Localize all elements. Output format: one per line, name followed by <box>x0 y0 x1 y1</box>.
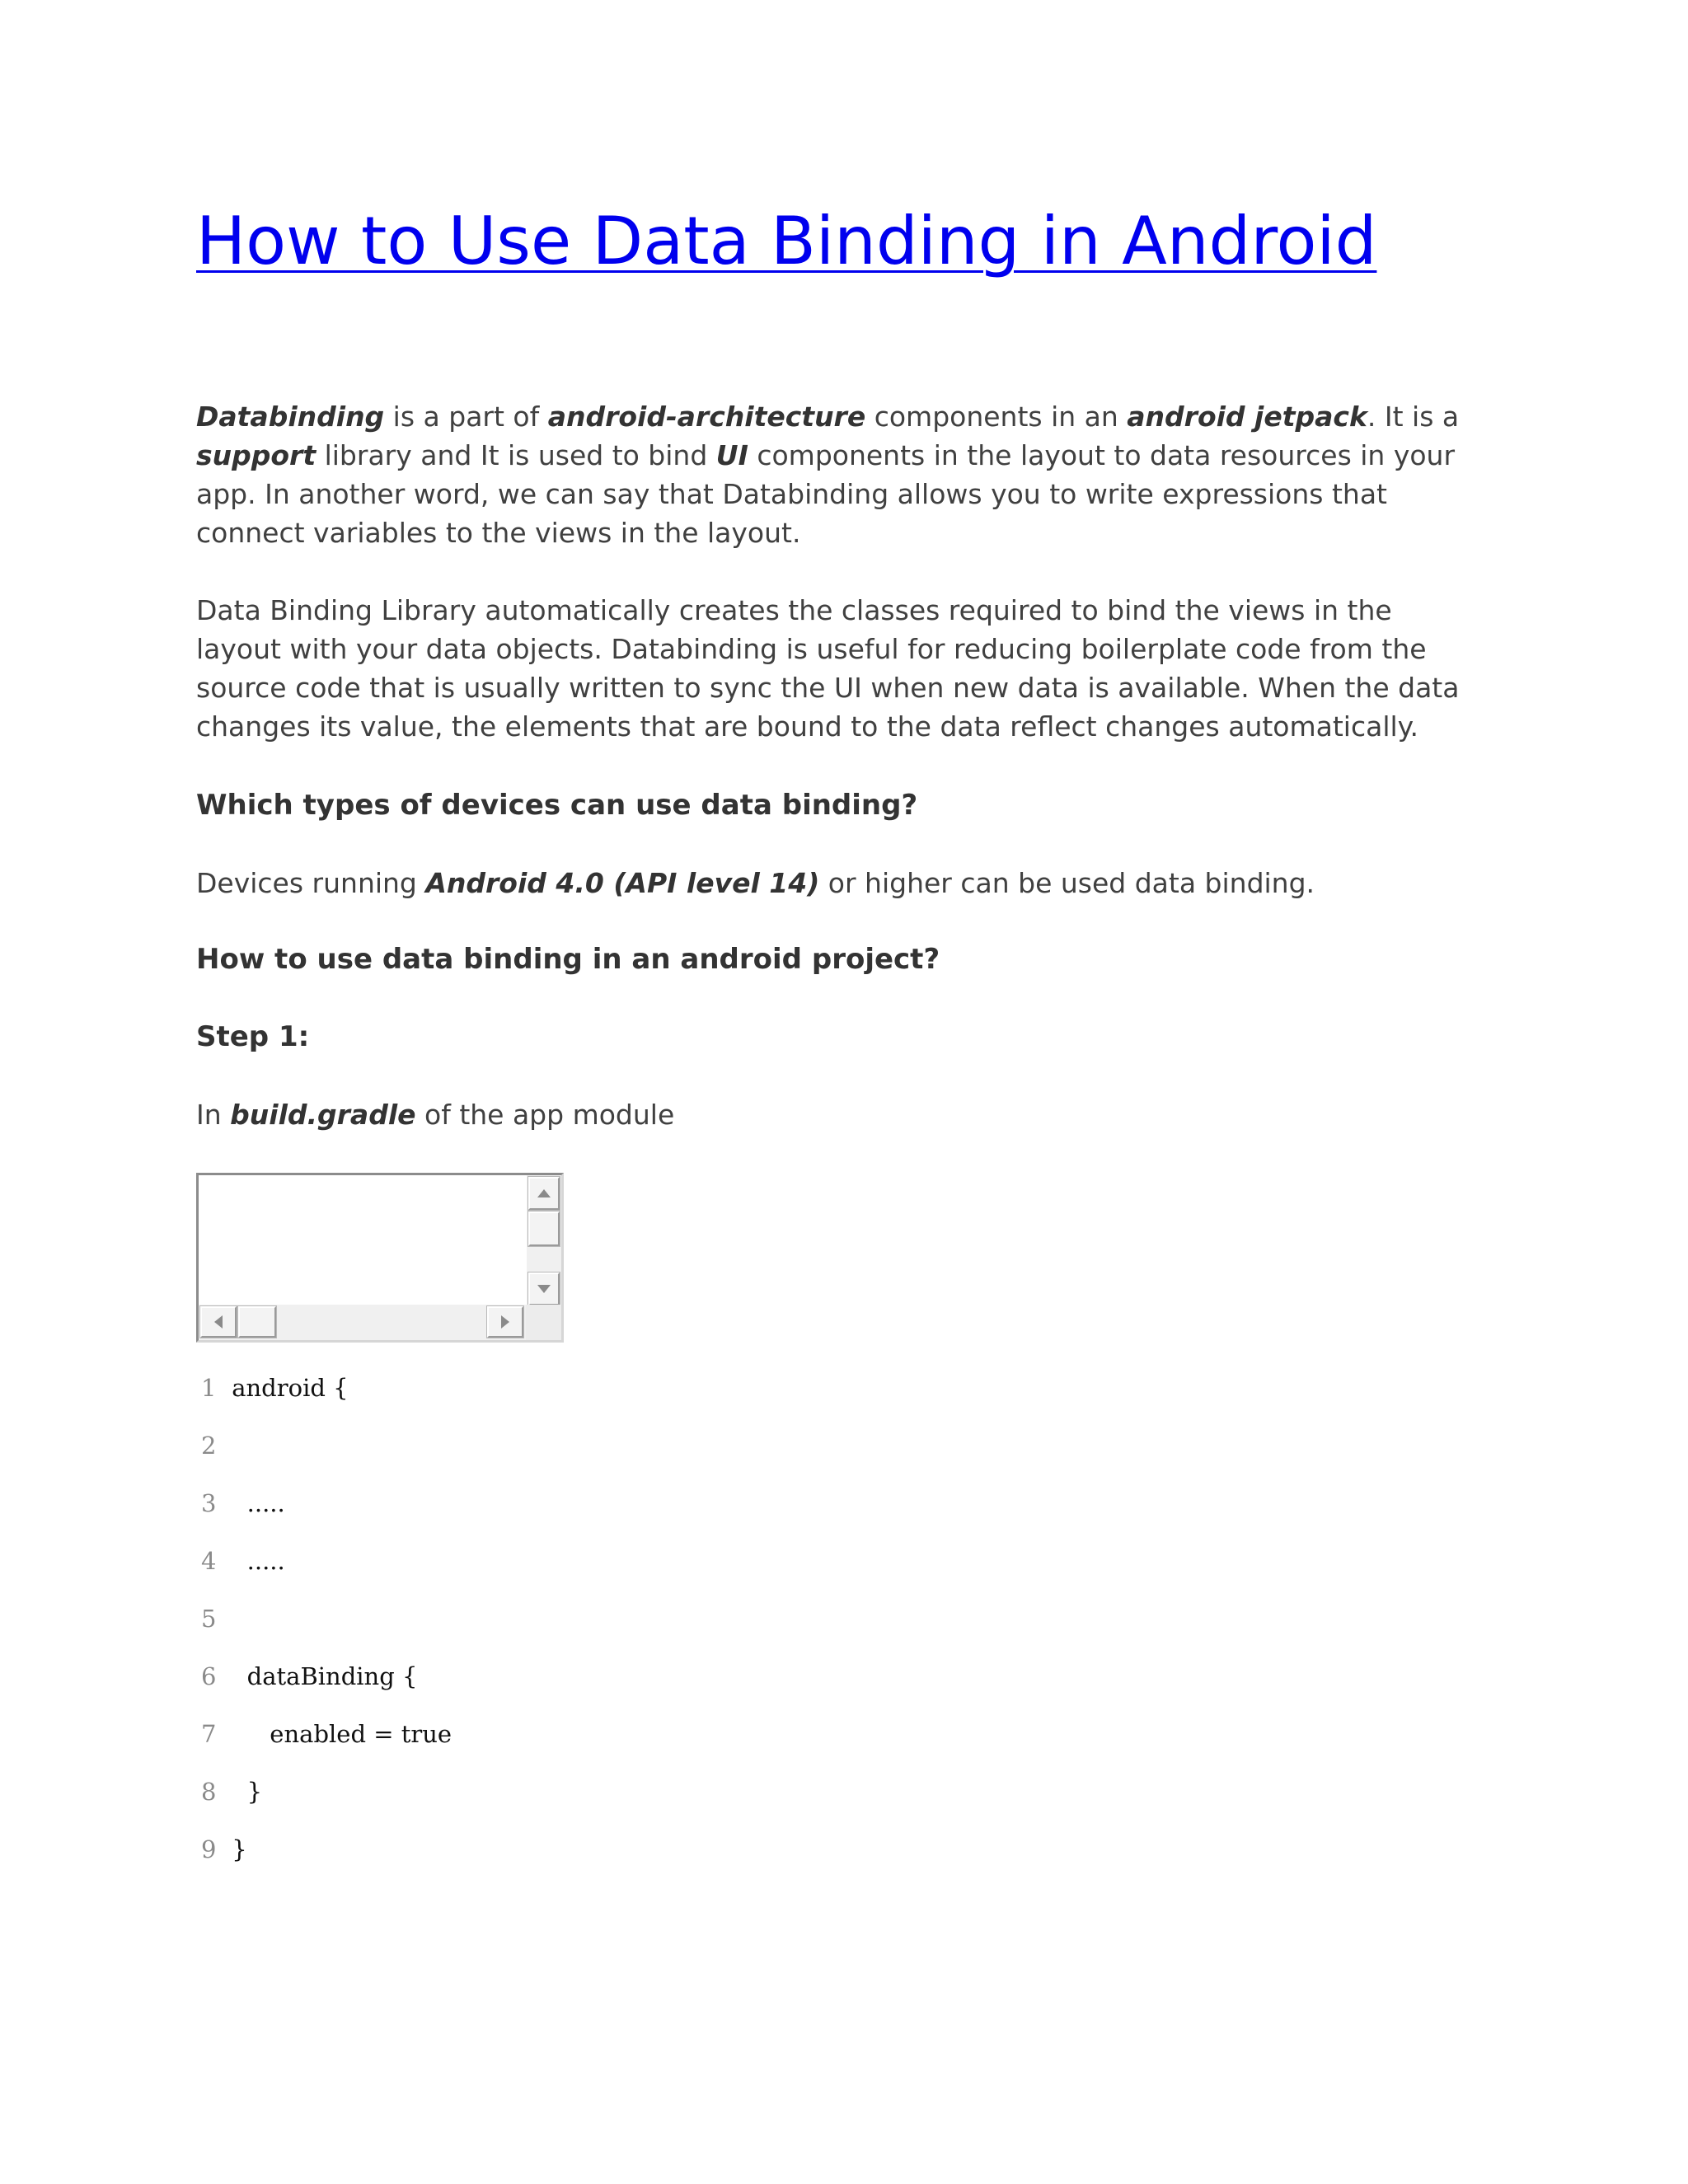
term-ui: UI <box>715 439 748 471</box>
scroll-right-button[interactable] <box>487 1306 523 1338</box>
intro-text-5: components in the layout to data resources in your app. In another word, we can say that Databinding allows you to write expressions that connect variables to the views in the layout. <box>196 439 1456 549</box>
scrollbar-corner <box>526 1305 561 1340</box>
code-line <box>201 1660 417 1693</box>
line-number: 5 <box>201 1605 217 1633</box>
vertical-scrollbar[interactable] <box>527 1175 561 1307</box>
term-databinding: Databinding <box>196 401 385 433</box>
line-number: 6 <box>201 1662 217 1690</box>
line-number: 4 <box>201 1547 217 1575</box>
devices-heading: Which types of devices can use data binding? <box>196 789 918 822</box>
line-number: 8 <box>201 1778 217 1806</box>
line-number: 3 <box>201 1489 217 1517</box>
term-api-level: Android 4.0 (API level 14) <box>425 867 820 899</box>
term-support: support <box>196 439 316 471</box>
howto-heading: How to use data binding in an android project? <box>196 943 940 976</box>
article-title[interactable]: How to Use Data Binding in Android <box>196 203 1377 279</box>
term-build-gradle: build.gradle <box>230 1099 416 1131</box>
devices-paragraph <box>196 864 1482 902</box>
term-android-architecture: android-architecture <box>547 401 866 433</box>
step-1-heading: Step 1: <box>196 1020 310 1053</box>
arrow-up-icon <box>537 1189 551 1197</box>
intro-text-4: library and It is used to bind <box>316 439 716 471</box>
line-number: 9 <box>201 1835 217 1863</box>
intro-text-2: components in an <box>865 401 1128 433</box>
line-number: 1 <box>201 1374 217 1402</box>
code-text: ..... <box>232 1547 285 1575</box>
code-line <box>201 1429 232 1462</box>
intro-paragraph <box>196 397 1482 552</box>
devices-text-1: Devices running <box>196 867 426 899</box>
scroll-left-button[interactable] <box>200 1306 237 1338</box>
arrow-right-icon <box>501 1315 509 1329</box>
code-line <box>201 1718 452 1750</box>
line-number: 2 <box>201 1432 217 1460</box>
code-line <box>201 1775 262 1808</box>
line-number: 7 <box>201 1720 217 1748</box>
code-text: dataBinding { <box>232 1662 418 1690</box>
scroll-down-button[interactable] <box>528 1272 560 1305</box>
intro-text-1: is a part of <box>384 401 548 433</box>
code-text: } <box>232 1835 247 1863</box>
code-text: } <box>232 1778 263 1806</box>
scroll-up-button[interactable] <box>528 1177 560 1210</box>
term-android-jetpack: android jetpack <box>1127 401 1367 433</box>
code-text: enabled = true <box>232 1720 452 1748</box>
step-1-text <box>196 1095 1482 1134</box>
vertical-scroll-thumb[interactable] <box>528 1212 560 1246</box>
code-line <box>201 1487 285 1520</box>
library-paragraph: Data Binding Library automatically creates the classes required to bind the views in the layout with your data objects. Databinding is useful for reducing boilerplate code from the source code that is usually written to sync the UI when new data is available. When the data changes its value, the elements that are bound to the data reflect changes automatically. <box>196 594 1460 743</box>
arrow-down-icon <box>537 1285 551 1293</box>
devices-text-2: or higher can be used data binding. <box>819 867 1315 899</box>
code-line <box>201 1371 349 1404</box>
arrow-left-icon <box>214 1315 223 1329</box>
embedded-frame[interactable] <box>196 1173 564 1343</box>
code-text: ..... <box>232 1489 285 1517</box>
intro-text-3: . It is a <box>1367 401 1460 433</box>
code-line <box>201 1544 285 1577</box>
step-1-text-1: In <box>196 1099 231 1131</box>
code-line <box>201 1833 247 1866</box>
horizontal-scroll-thumb[interactable] <box>238 1306 276 1338</box>
horizontal-scrollbar[interactable] <box>199 1305 526 1340</box>
code-line <box>201 1602 232 1635</box>
step-1-text-2: of the app module <box>415 1099 675 1131</box>
code-text: android { <box>232 1374 349 1402</box>
